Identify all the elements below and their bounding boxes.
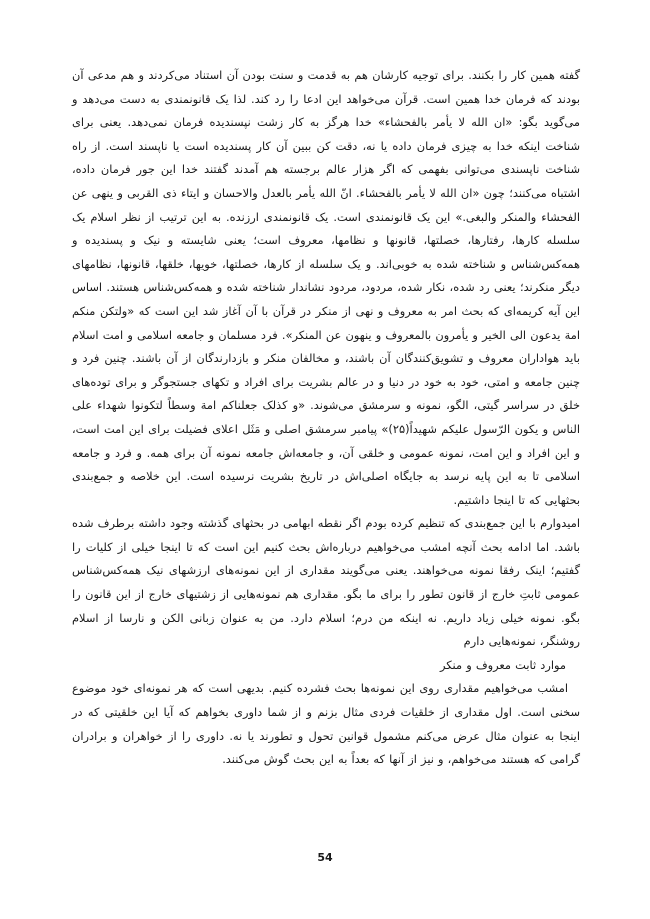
paragraph-3: امشب می‌خواهیم مقداری روی این نمونه‌ها بحث فشرده کنیم. بدیهی است که هر نمونه‌ای خود موضوع سخنی است. اول مقداری از خلقیات فردی مثال بزنم و از شما داوری بخواهم که آیا این خلقیتی که در اینجا به عنوان مثال عرض می‌کنم مشمول قوانین تحول و تطورند یا نه. داوری را از خواهران و برادران گرامی که هستند می‌خواهم، و نیز از آنها که بعداً به این بحث گوش می‌کنند. [72,681,580,767]
body-text [72,64,580,772]
page-number: 54 [317,851,333,864]
paragraph-1: گفته همین کار را بکنند. برای توجیه کارشان هم به قدمت و سنت بودن آن استناد می‌کردند و هم مدعی آن بودند که فرمان خدا همین است. قرآن می‌خواهد این ادعا را رد کند. لذا یک قانونمندی به دست می‌دهد و می‌گوید بگو: «ان الله لا یأمر بالفحشاء» خدا هرگز به کار زشت نپسندیده فرمان نمی‌دهد. یعنی برای شناخت اینکه خدا به چیزی فرمان داده یا نه، دقت کن ببین آن کار پسندیده است یا ناپسند است. از راه شناخت ناپسندی می‌توانی بفهمی که اگر هزار عالم برجسته هم آمدند گفتند خدا این جور فرمان داده، اشتباه می‌کنند؛ چون «ان الله لا یأمر بالفحشاء. انّ الله یأمر بالعدل والاحسان و ایتاء ذی القربی و ینهی عن الفحشاء والمنکر والبغی.» این یک قانونمندی است. یک قانونمندی ارزنده. به این ترتیب از نظر اسلام یک سلسله کارها، رفتارها، خصلتها، قانونها و نظامها، معروف است؛ یعنی شایسته و نیک و پسندیده و همه‌کس‌شناس و شناخته شده به خوبی‌اند. و یک سلسله از کارها، خصلتها، خویها، خلقها، قانونها، نظامهای دیگر منکرند؛ یعنی رد شده، نکار شده، مردود، مردود نشاندار شناخته شده و همه‌کس‌شناس هستند. اساس این آیه کریمه‌ای که بحث امر به معروف و نهی از منکر در قرآن با آن آغاز شد این است که «ولتکن منکم امة یدعون الی الخیر و یأمرون بالمعروف و ینهون عن المنکر». فرد مسلمان و جامعه اسلامی و امت اسلام باید هواداران معروف و تشویق‌کنندگان آن باشند، و مخالفان منکر و بازدارندگان از آن باشند. چنین فرد و چنین جامعه و امتی، خود به خود در دنیا و در عالم بشریت برای افراد و تکهای جستجوگر و برای توده‌های خلق در سراسر گیتی، الگو، نمونه و سرمشق می‌شوند. «و کذلک جعلناکم امة وسطاً لتکونوا شهداء علی الناس و یکون الرّسول علیکم شهیداً(۲۵)» پیامبر سرمشق اصلی و مَثَل اعلای فضیلت برای این امت است، و این افراد و این امت، نمونه عمومی و خلقی آن، و جامعه‌اش جامعه نمونه آن برای همه. و فرد و جامعه اسلامی تا به این پایه نرسد به جایگاه اصلی‌اش در تاریخ بشریت نرسیده است. این خلاصه و جمع‌بندی بحثهایی که تا اینجا داشتیم. [72,68,580,507]
paragraph-2: امیدوارم با این جمع‌بندی که تنظیم کرده بودم اگر نقطه ابهامی در بحثهای گذشته وجود داشته برطرف شده باشد. اما ادامه بحث آنچه امشب می‌خواهیم درباره‌اش بحث کنیم این است که تا اینجا خیلی از کلیات را گفتیم؛ اینک رفقا نمونه می‌خواهند. یعنی می‌گویند مقداری از این نمونه‌های ارزشهای نیک همه‌کس‌شناس عمومی ثابتِ خارج از قانون تطور را برای ما بگو. مقداری هم نمونه‌هایی از زشتیهای خارج از این قانون را بگو. نمونه خیلی زیاد داریم. نه اینکه من درم؛ اسلام دارد. من به عنوان زبانی الکن و نارسا از اسلام روشنگر، نمونه‌هایی دارم [72,516,580,649]
section-heading: موارد ثابت معروف و منکر [439,657,566,672]
